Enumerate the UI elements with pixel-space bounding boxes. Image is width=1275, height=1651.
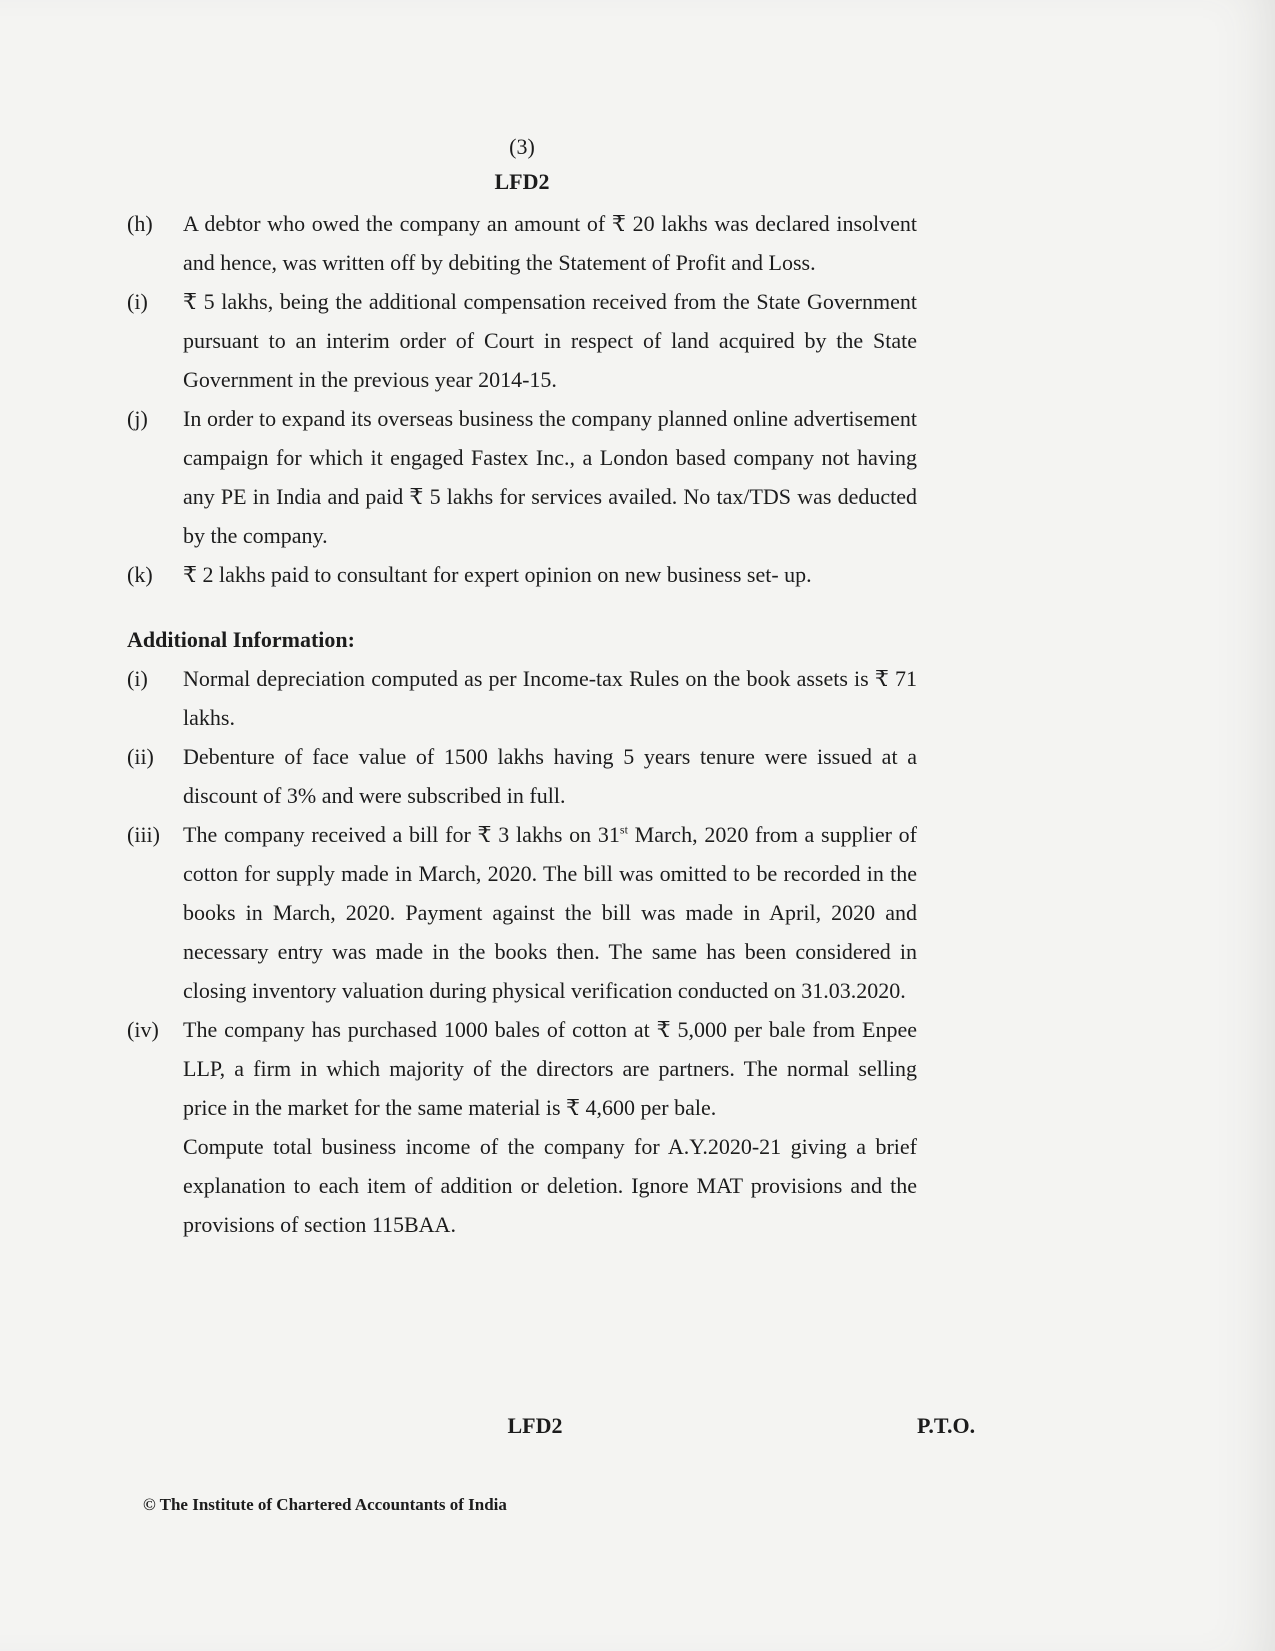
additional-item-iv [127,1010,917,1127]
item-text: A debtor who owed the company an amount of ₹ 20 lakhs was declared insolvent and hence, was written off by debiting the Statement of Profit and Loss. [183,211,917,275]
list-item-j [127,399,917,555]
copyright-notice: © The Institute of Chartered Accountants of India [143,1495,507,1514]
item-label: (i) [127,289,148,314]
item-text: The company has purchased 1000 bales of cotton at ₹ 5,000 per bale from Enpee LLP, a firm in which majority of the directors are partners. The normal selling price in the market for the same material is ₹ 4,600 per bale. [183,1017,917,1120]
item-text: ₹ 2 lakhs paid to consultant for expert opinion on new business set- up. [183,562,812,587]
item-label: (i) [127,666,148,691]
item-text: In order to expand its overseas business the company planned online advertisement campaign for which it engaged Fastex Inc., a London based company not having any PE in India and paid ₹ 5 lakhs for services availed. No tax/TDS was deducted by the company. [183,406,917,548]
additional-item-iii [127,815,917,1010]
item-text: Normal depreciation computed as per Income-tax Rules on the book assets is ₹ 71 lakhs. [183,666,917,730]
page-content [127,132,917,1244]
page-number: (3) [509,134,535,159]
item-text-part: March, 2020 from a supplier of cotton for supply made in March, 2020. The bill was omitted to be recorded in the books in March, 2020. Payment against the bill was made in April, 2020 and necessary entry was made in the books then. The same has been considered in closing inventory valuation during physical verification conducted on 31.03.2020. [183,822,917,1003]
item-label: (h) [127,211,153,236]
question-instruction: Compute total business income of the company for A.Y.2020-21 giving a brief explanation to each item of addition or deletion. Ignore MAT provisions and the provisions of section 115BAA. [183,1134,917,1237]
item-label: (ii) [127,744,154,769]
please-turn-over: P.T.O. [917,1413,976,1438]
item-text-part: The company received a bill for ₹ 3 lakhs on 31 [183,822,620,847]
item-label: (iii) [127,822,160,847]
item-label: (k) [127,562,153,587]
item-label: (iv) [127,1017,159,1042]
item-text: ₹ 5 lakhs, being the additional compensation received from the State Government pursuant to an interim order of Court in respect of land acquired by the State Government in the previous year 2014-15. [183,289,917,392]
item-text: Debenture of face value of 1500 lakhs having 5 years tenure were issued at a discount of 3% and were subscribed in full. [183,744,917,808]
list-item-k [127,555,917,594]
paper-code-footer: LFD2 [507,1413,563,1438]
list-item-h [127,204,917,282]
additional-item-ii [127,737,917,815]
ordinal-suffix: st [619,822,628,837]
additional-item-i [127,659,917,737]
item-text [183,815,917,1010]
additional-information-heading: Additional Information: [127,627,355,652]
item-label: (j) [127,406,148,431]
list-item-i [127,282,917,399]
paper-code-header: LFD2 [494,169,550,194]
